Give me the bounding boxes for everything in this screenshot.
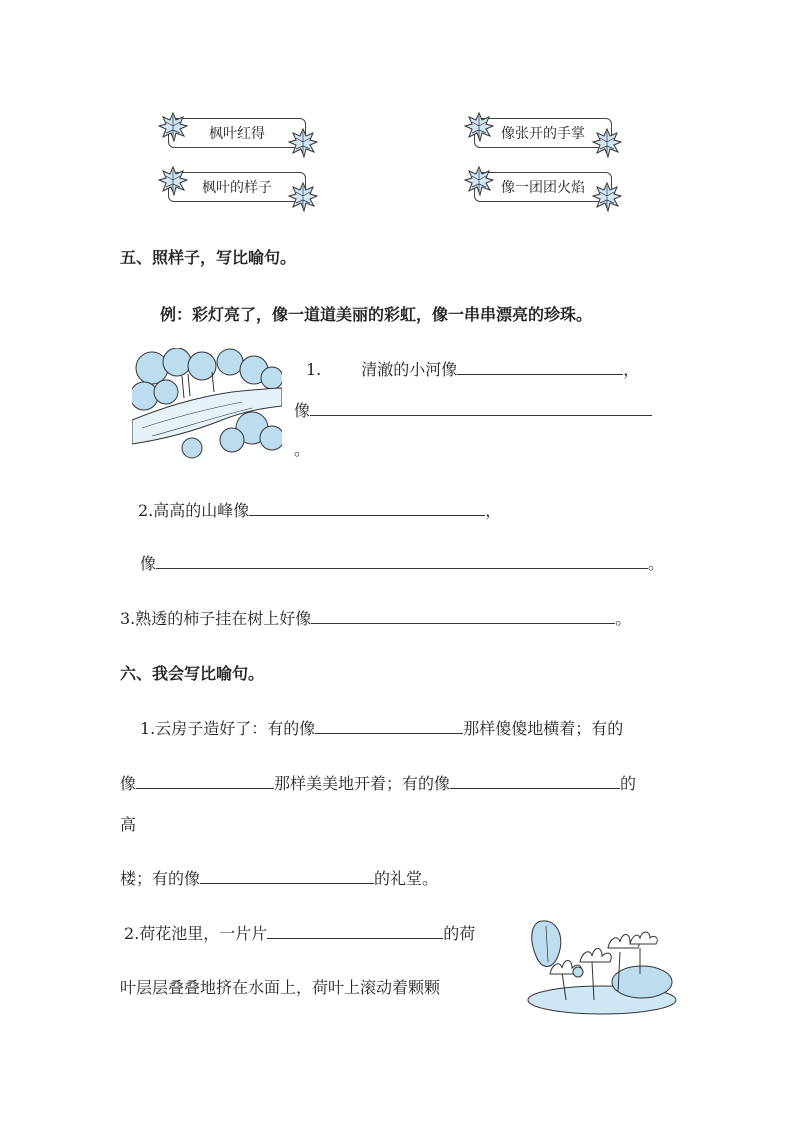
card-text: 枫叶红得 [209,126,265,142]
s6-q1-line2 [120,771,636,794]
q3-line [120,606,631,629]
q2-line2 [140,551,664,574]
card-left-top [168,118,306,148]
s6-q1-line3 [120,866,438,889]
maple-leaf-icon [592,128,622,158]
q2-period: 。 [648,554,665,573]
s6-q1-lou: 楼；有的像 [120,869,201,888]
maple-leaf-icon [464,112,494,142]
lotus-illustration [522,912,678,1018]
river-illustration [132,348,282,460]
q1-like: 像 [294,401,311,420]
card-text: 像一团团火焰 [501,180,585,196]
q2-blank-1[interactable] [249,499,485,516]
s6-q2-line1 [124,921,475,944]
section5-example: 例：彩灯亮了，像一道道美丽的彩虹，像一串串漂亮的珍珠。 [160,305,593,324]
q3-lead: 3.熟透的柿子挂在树上好像 [120,609,312,628]
section6-heading: 六、我会写比喻句。 [120,664,265,683]
q2-lead: 2.高高的山峰像 [138,501,250,520]
q1-line2 [294,398,652,421]
q1-number: 1. [306,360,322,379]
q1-comma: ， [623,360,640,379]
q1-blank-1[interactable] [457,358,623,375]
s6-q1-mid1: 那样傻傻地横着；有的 [463,719,624,738]
s6-q2-blank-1[interactable] [267,922,443,939]
q1-period: 。 [294,440,311,459]
maple-leaf-icon [288,128,318,158]
s6-q1-de: 的 [620,774,637,793]
q1-blank-2[interactable] [310,399,652,416]
section5-heading: 五、照样子，写比喻句。 [120,248,297,267]
s6-q1-blank-3[interactable] [450,772,620,789]
s6-q1-tail: 的礼堂。 [374,869,439,888]
q2-blank-2[interactable] [156,552,648,569]
s6-q2-lead: 2.荷花池里，一片片 [124,924,268,943]
s6-q1-like2: 像 [120,774,137,793]
q1-line1 [306,357,639,380]
s6-q1-lead: 1.云房子造好了：有的像 [140,719,316,738]
maple-leaf-icon [158,112,188,142]
maple-leaf-icon [288,182,318,212]
s6-q1-gao: 高 [120,815,137,834]
q2-like: 像 [140,554,157,573]
s6-q2-de-he: 的荷 [443,924,476,943]
maple-leaf-icon [592,182,622,212]
s6-q1-mid2: 那样美美地开着；有的像 [274,774,451,793]
card-text: 像张开的手掌 [501,126,585,142]
s6-q2-line2: 叶层层叠叠地挤在水面上，荷叶上滚动着颗颗 [120,978,441,997]
card-left-bottom [168,172,306,202]
maple-leaf-icon [464,166,494,196]
s6-q1-blank-2[interactable] [136,772,274,789]
q3-period: 。 [615,609,632,628]
q3-blank[interactable] [311,607,615,624]
maple-leaf-icon [158,166,188,196]
q2-line1 [138,498,501,521]
s6-q1-blank-1[interactable] [315,717,463,734]
s6-q1-blank-4[interactable] [200,867,374,884]
s6-q1-line1 [140,716,623,739]
card-text: 枫叶的样子 [202,180,272,196]
q2-comma: ， [485,501,502,520]
q1-lead: 清澈的小河像 [361,360,458,379]
